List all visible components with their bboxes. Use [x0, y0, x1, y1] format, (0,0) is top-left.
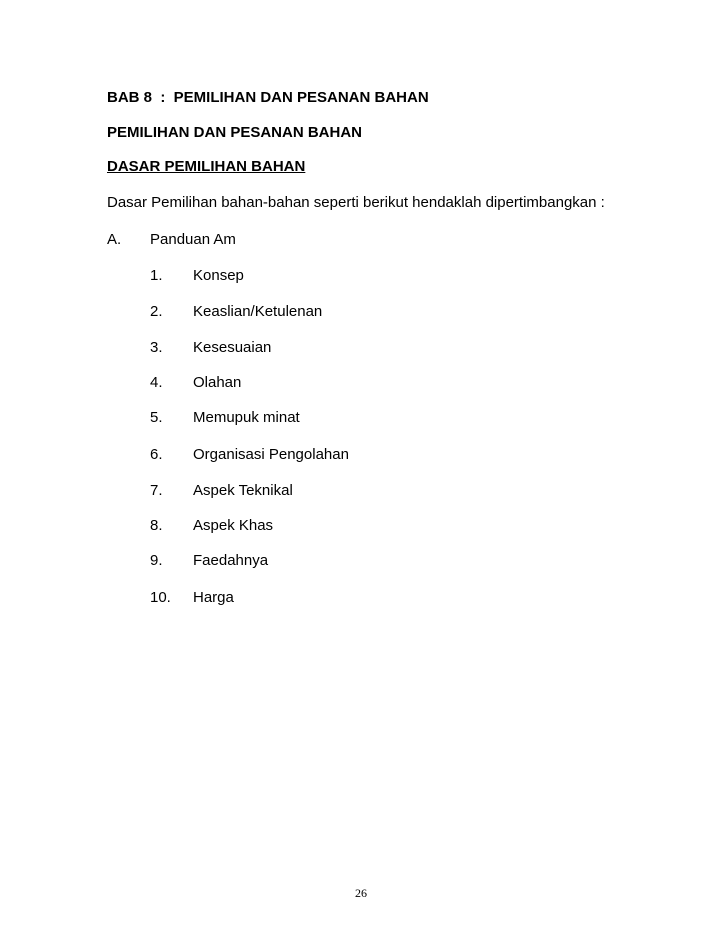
list-item-number: 10. — [150, 589, 171, 606]
list-item-text: Harga — [193, 589, 234, 606]
list-item-text: Konsep — [193, 267, 244, 284]
list-item-text: Kesesuaian — [193, 339, 272, 356]
list-item-text: Faedahnya — [193, 552, 269, 569]
chapter-heading: BAB 8 : PEMILIHAN DAN PESANAN BAHAN — [107, 89, 429, 106]
list-item-number: 3. — [150, 339, 163, 356]
list-item-number: 4. — [150, 374, 163, 391]
list-item-number: 9. — [150, 552, 163, 569]
list-item-text: Organisasi Pengolahan — [193, 446, 349, 463]
list-item-text: Keaslian/Ketulenan — [193, 303, 323, 320]
list-item-number: 5. — [150, 409, 163, 426]
list-item-text: Aspek Teknikal — [193, 482, 293, 499]
intro-text: Dasar Pemilihan bahan-bahan seperti berikut hendaklah dipertimbangkan : — [107, 194, 605, 211]
section-heading: PEMILIHAN DAN PESANAN BAHAN — [107, 124, 363, 141]
list-item-number: 6. — [150, 446, 163, 463]
list-item-number: 1. — [150, 267, 163, 284]
list-item-number: 7. — [150, 482, 163, 499]
section-a-title: Panduan Am — [150, 231, 236, 248]
list-item-text: Memupuk minat — [193, 409, 300, 426]
page-number: 26 — [355, 886, 367, 900]
list-item-text: Aspek Khas — [193, 517, 274, 534]
list-item-text: Olahan — [193, 374, 242, 391]
list-item-number: 2. — [150, 303, 163, 320]
list-item-number: 8. — [150, 517, 163, 534]
subsection-heading: DASAR PEMILIHAN BAHAN — [107, 158, 306, 175]
section-a-marker: A. — [107, 231, 122, 248]
